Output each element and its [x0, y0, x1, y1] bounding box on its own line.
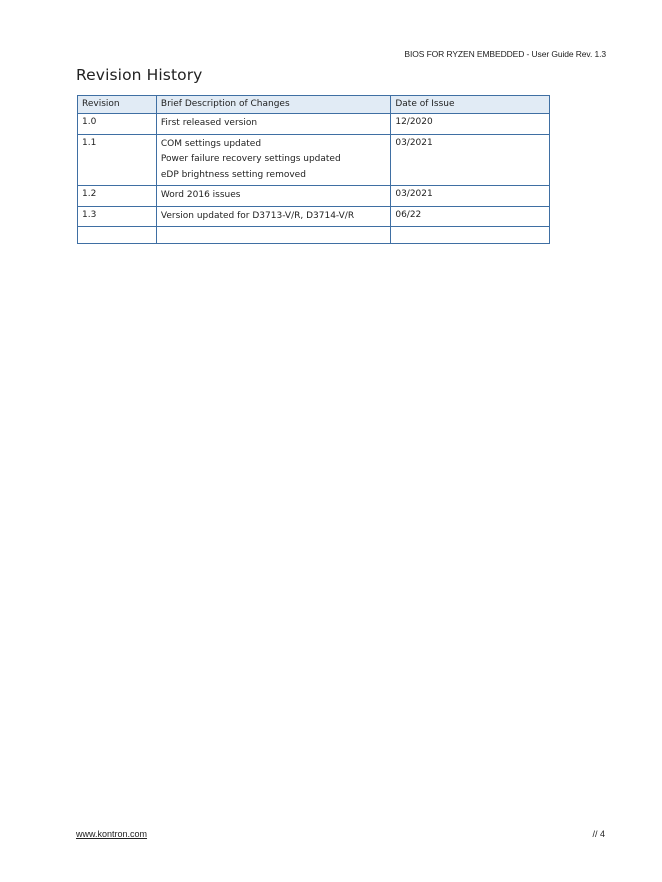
description-cell [156, 114, 390, 135]
date-cell: 06/22 [391, 206, 550, 227]
description-cell [156, 206, 390, 227]
date-cell: 03/2021 [391, 134, 550, 186]
description-cell [156, 227, 390, 244]
footer-website-link[interactable]: www.kontron.com [76, 829, 148, 839]
revision-cell: 1.3 [78, 206, 157, 227]
section-title: Revision History [76, 66, 203, 84]
page-number: // 4 [592, 829, 605, 839]
description-cell [156, 134, 390, 186]
date-cell [391, 227, 550, 244]
table-row [78, 134, 550, 186]
description-line: COM settings updated [160, 138, 262, 149]
revision-cell: 1.0 [78, 114, 157, 135]
revision-cell: 1.2 [78, 186, 157, 207]
column-header-description: Brief Description of Changes [156, 96, 390, 114]
table-row [78, 206, 550, 227]
description-line: Word 2016 issues [160, 190, 241, 200]
description-cell [156, 186, 390, 207]
table-row [78, 114, 550, 135]
running-header: BIOS FOR RYZEN EMBEDDED - User Guide Rev. 1.3 [404, 49, 606, 59]
revision-cell: 1.1 [78, 134, 157, 186]
description-line: First released version [160, 118, 258, 128]
description-line: Version updated for D3713-V/R, D3714-V/R [160, 210, 355, 221]
revision-cell [78, 227, 157, 244]
table-row-empty [78, 227, 550, 244]
table-header-row [78, 96, 550, 114]
revision-history-table [77, 95, 550, 244]
description-line: Power failure recovery settings updated [160, 154, 341, 164]
description-line: eDP brightness setting removed [160, 169, 306, 180]
column-header-date: Date of Issue [391, 96, 550, 114]
date-cell: 12/2020 [391, 114, 550, 135]
date-cell: 03/2021 [391, 186, 550, 207]
table-row [78, 186, 550, 207]
column-header-revision: Revision [78, 96, 157, 114]
